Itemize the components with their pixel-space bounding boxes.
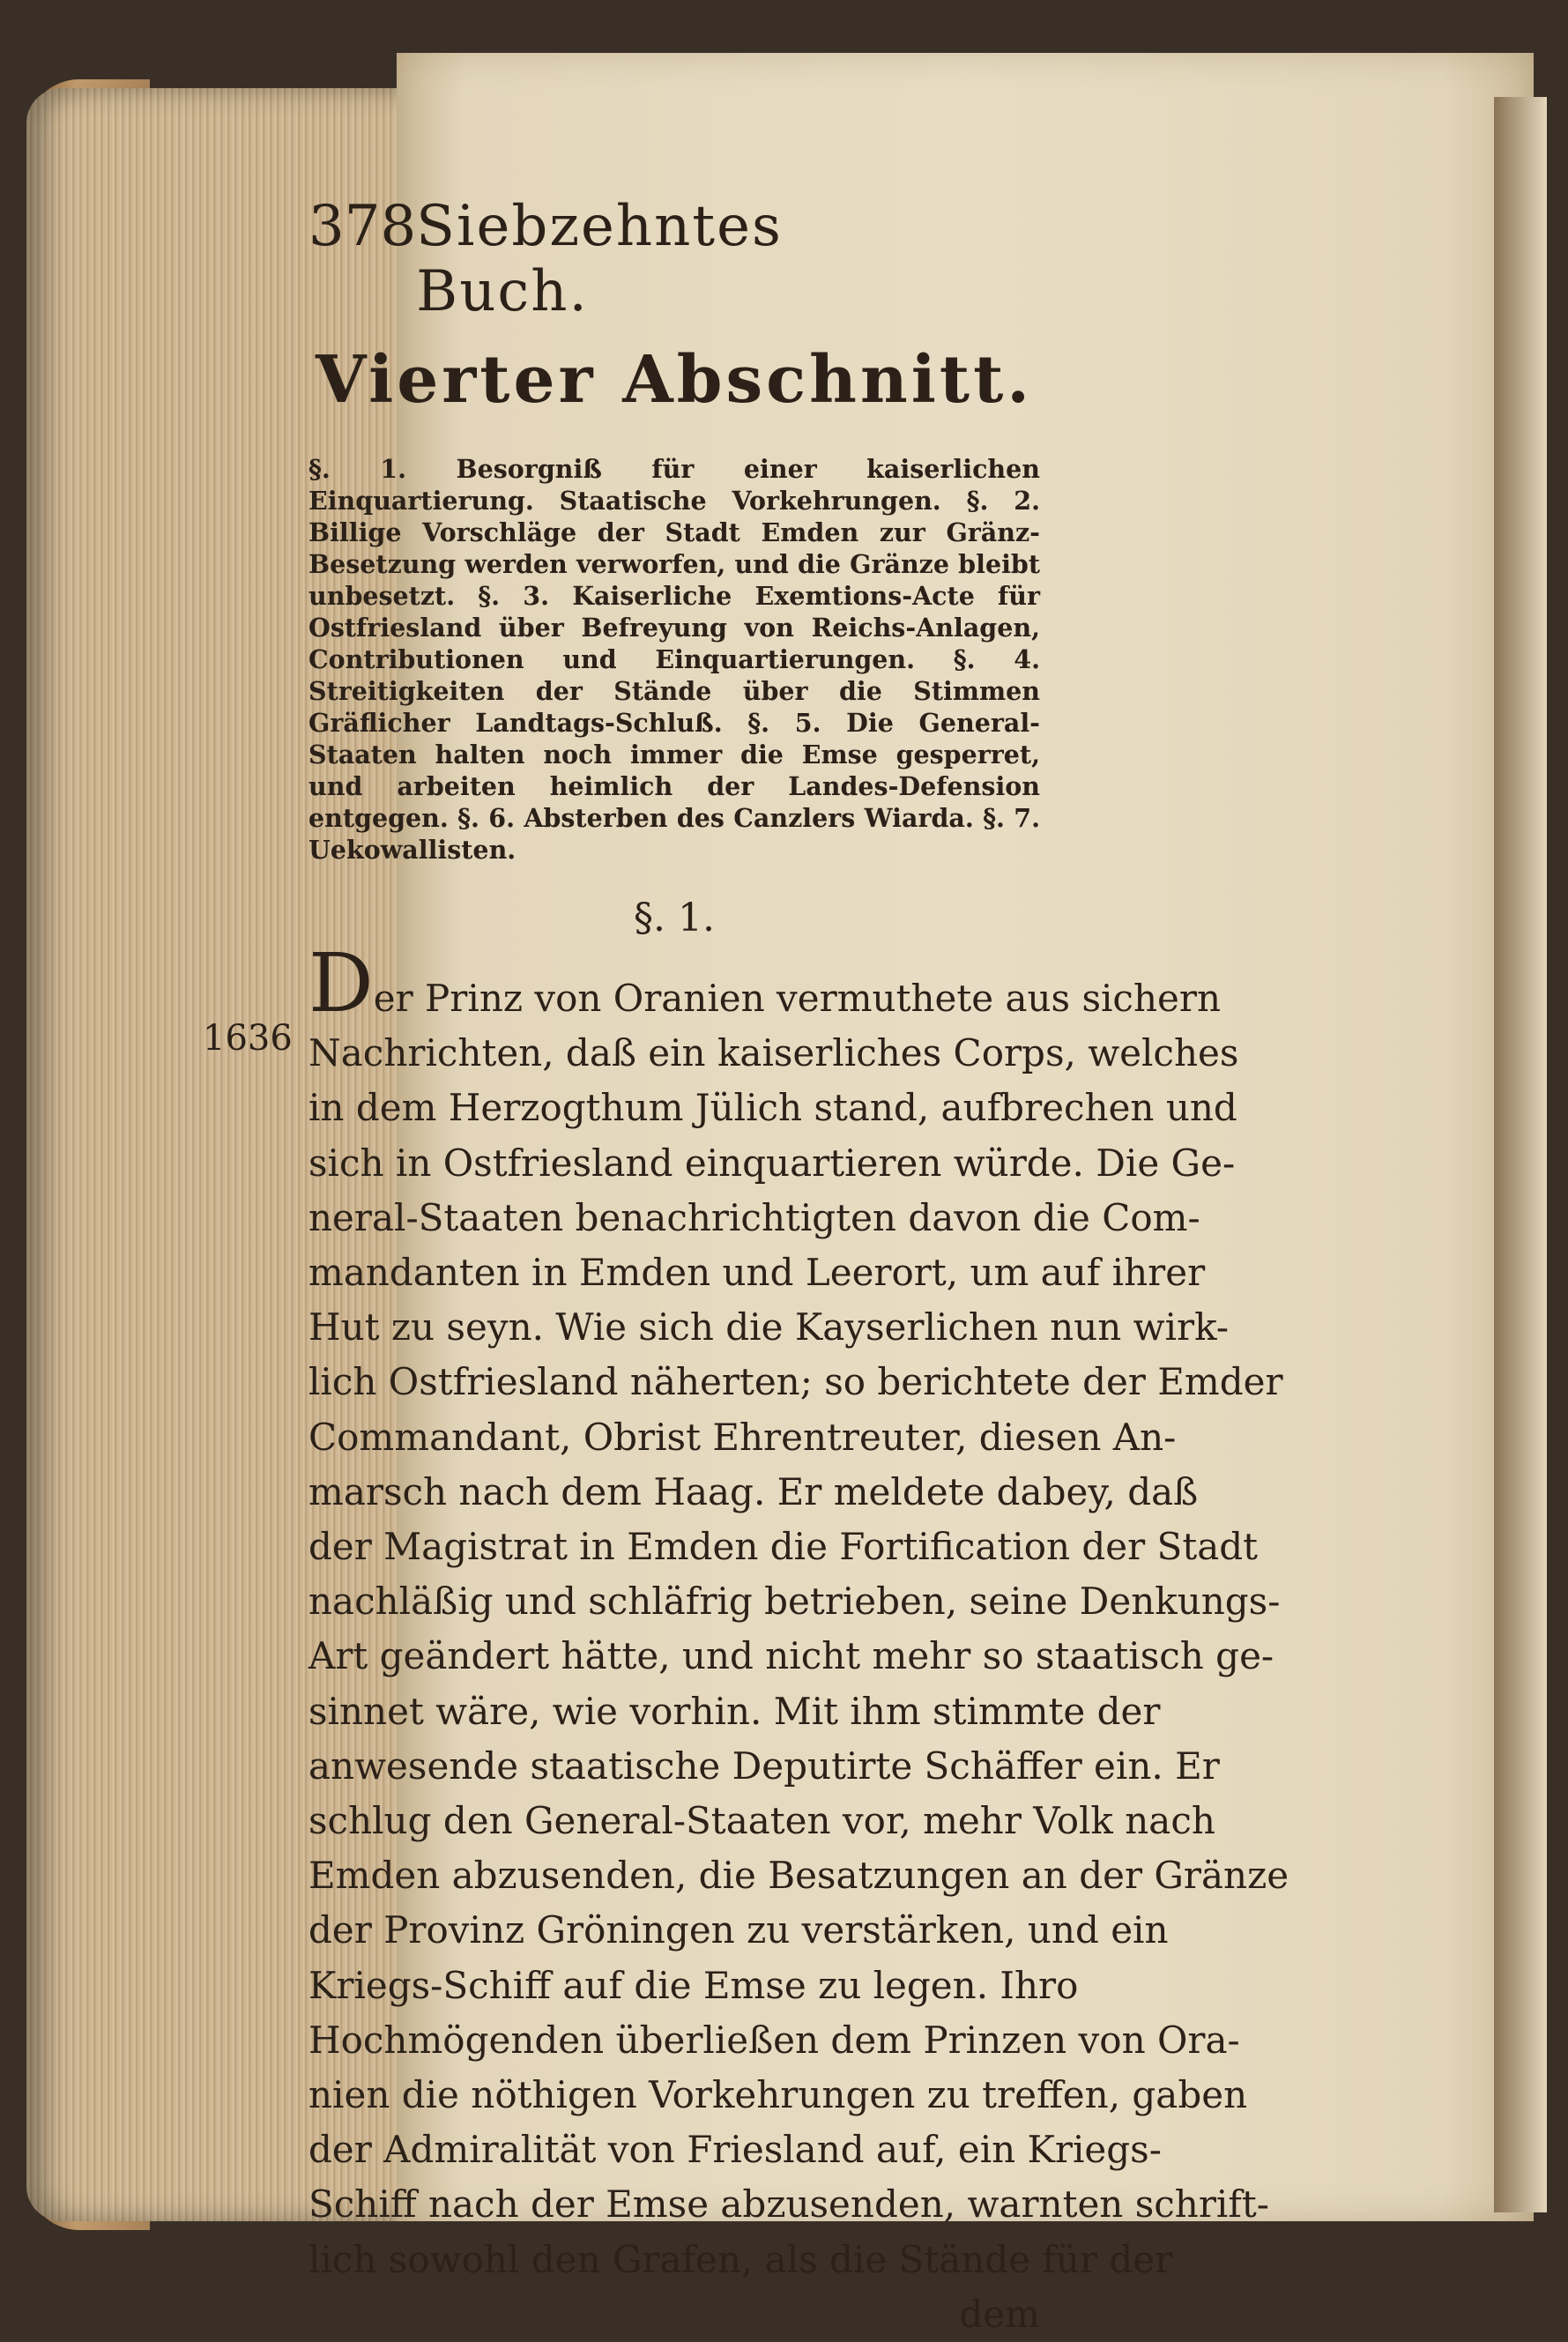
page-header [308, 194, 943, 324]
body-text [203, 936, 1289, 2342]
body-line: Kriegs-Schiff auf die Emse zu legen. Ihro [308, 1963, 1079, 2007]
paragraph-mark: §. 1. [634, 896, 715, 941]
body-line: lich Ostfriesland näherten; so berichtete der Emder [308, 1360, 1283, 1404]
body-line: Schiff nach der Emse abzusenden, warnten schrift- [308, 2182, 1269, 2227]
body-line: anwesende staatische Deputirte Schäffer ein. Er [308, 1743, 1220, 1788]
body-line: lich sowohl den Grafen, als die Stände für der [308, 2237, 1173, 2281]
drop-cap: D [308, 936, 374, 1030]
body-line: nien die nöthigen Vorkehrungen zu treffen, gaben [308, 2073, 1248, 2117]
margin-year-note: 1636 [203, 1018, 293, 1059]
next-page-edge [1494, 97, 1547, 2212]
body-line: Commandant, Obrist Ehrentreuter, diesen An- [308, 1415, 1177, 1459]
body-line: Nachrichten, daß ein kaiserliches Corps, welches [308, 1031, 1239, 1075]
body-line: schlug den General-Staaten vor, mehr Volk nach [308, 1799, 1215, 1843]
body-line: der Admiralität von Friesland auf, ein Kriegs- [308, 2128, 1162, 2172]
body-line: mandanten in Emden und Leerort, um auf ihrer [308, 1251, 1206, 1295]
body-line: der Magistrat in Emden die Fortification der Stadt [308, 1525, 1259, 1569]
body-line: sinnet wäre, wie vorhin. Mit ihm stimmte der [308, 1689, 1161, 1733]
catchword: dem [959, 2292, 1040, 2336]
body-line: der Provinz Gröningen zu verstärken, und ein [308, 1908, 1169, 1952]
body-line: Der Prinz von Oranien vermuthete aus sichern [308, 936, 1221, 1030]
chapter-summary: §. 1. Besorgniß für einer kaiserlichen Einquartierung. Staatische Vorkehrungen. §. 2. Billige Vorschläge der Stadt Emden zur Gränz-Besetzung werden verworfen, und die Gränze bleibt unbesetzt. §. 3. Kaiserliche Exemtions-Acte für Ostfriesland über Befreyung von Reichs-Anlagen, Contributionen und Einquartierungen. §. 4. Streitigkeiten der Stände über die Stimmen Gräflicher Landtags-Schluß. §. 5. Die General-Staaten halten noch immer die Emse gesperret, und arbeiten heimlich der Landes-Defension entgegen. §. 6. Absterben des Canzlers Wiarda. §. 7. Uekowallisten. [308, 454, 1040, 865]
section-title: Vierter Abschnitt. [315, 342, 1034, 418]
body-line: nachläßig und schläfrig betrieben, seine Denkungs- [308, 1580, 1281, 1624]
body-line: sich in Ostfriesland einquartieren würde. Die Ge- [308, 1141, 1236, 1185]
body-line: marsch nach dem Haag. Er meldete dabey, daß [308, 1469, 1199, 1513]
body-line: Art geändert hätte, und nicht mehr so staatisch ge- [308, 1634, 1274, 1678]
page-content [203, 194, 1289, 2342]
body-line: neral-Staaten benachrichtigten davon die Com- [308, 1195, 1200, 1239]
body-line: Hut zu seyn. Wie sich die Kayserlichen nun wirk- [308, 1305, 1230, 1349]
body-line: Emden abzusenden, die Besatzungen an der Gränze [308, 1854, 1289, 1898]
page-number: 378 [308, 194, 417, 259]
body-line: in dem Herzogthum Jülich stand, aufbrechen und [308, 1086, 1237, 1130]
running-title: Siebzehntes Buch. [416, 194, 783, 324]
body-line: Hochmögenden überließen dem Prinzen von Ora- [308, 2018, 1240, 2062]
